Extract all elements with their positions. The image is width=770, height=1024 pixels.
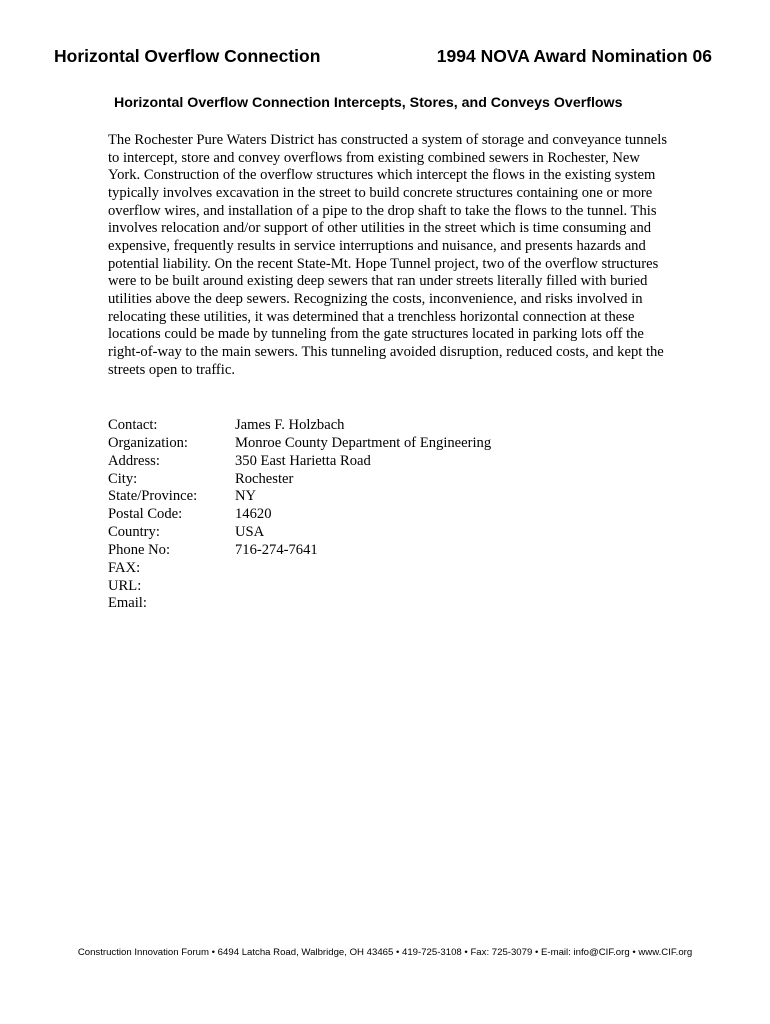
- contact-row-url: [108, 578, 491, 596]
- footer-contact-line: Construction Innovation Forum • 6494 Latcha Road, Walbridge, OH 43465 • 419-725-3108 • Fax: 725-3079 • E-mail: info@CIF.org • www.CIF.org: [77, 947, 693, 958]
- document-title: Horizontal Overflow Connection: [54, 46, 321, 66]
- contact-row-address: [108, 453, 491, 471]
- state-label: State/Province:: [108, 488, 198, 505]
- award-nomination-title: 1994 NOVA Award Nomination 06: [436, 46, 712, 66]
- city-label: City:: [108, 470, 138, 487]
- city-value: Rochester: [235, 470, 294, 487]
- document-subtitle: Horizontal Overflow Connection Intercepts, Stores, and Conveys Overflows: [114, 95, 623, 111]
- contact-row-country: [108, 524, 491, 542]
- contact-row-email: [108, 595, 491, 613]
- address-label: Address:: [108, 452, 160, 469]
- fax-label: FAX:: [108, 559, 141, 576]
- contact-row-postal-code: [108, 506, 491, 524]
- country-value: USA: [235, 524, 265, 541]
- contact-block: [108, 417, 491, 613]
- body-text: [108, 132, 668, 379]
- contact-row-state: [108, 488, 491, 506]
- contact-row-fax: [108, 560, 491, 578]
- phone-value: 716-274-7641: [235, 541, 318, 558]
- contact-label: Contact:: [108, 417, 158, 433]
- postal-code-value: 14620: [235, 506, 272, 523]
- email-label: Email:: [108, 595, 147, 612]
- address-value: 350 East Harietta Road: [235, 452, 371, 469]
- organization-value: Monroe County Department of Engineering: [235, 434, 492, 451]
- contact-row-organization: [108, 435, 491, 453]
- country-label: Country:: [108, 524, 160, 541]
- contact-row-city: [108, 471, 491, 489]
- body-paragraph: The Rochester Pure Waters District has constructed a system of storage and conveyance tunnels to intercept, store and convey overflows from existing combined sewers in Rochester, New York. Construction of the overflow structures which intercept the flows in the existing system typically involves excavation in the street to build concrete structures containing one or more overflow wires, and installation of a pipe to the drop shaft to take the flows to the tunnel. This involves relocation and/or support of other utilities in the street which is time consuming and expensive, frequently results in service interruptions and nuisance, and presents hazards and potential liability. On the recent State-Mt. Hope Tunnel project, two of the overflow structures were to be built around existing deep sewers that ran under streets literally filled with buried utilities above the deep sewers. Recognizing the costs, inconvenience, and risks involved in relocating these utilities, it was determined that a trenchless horizontal connection at these locations could be made by tunneling from the gate structures located in parking lots off the right-of-way to the main sewers. This tunneling avoided disruption, reduced costs, and kept the streets open to traffic.: [108, 132, 668, 378]
- contact-value: James F. Holzbach: [235, 417, 345, 433]
- phone-label: Phone No:: [108, 541, 171, 558]
- contact-row-contact: [108, 417, 491, 435]
- postal-code-label: Postal Code:: [108, 506, 183, 523]
- contact-row-phone: [108, 542, 491, 560]
- organization-label: Organization:: [108, 434, 188, 451]
- url-label: URL:: [108, 577, 142, 594]
- state-value: NY: [235, 488, 257, 505]
